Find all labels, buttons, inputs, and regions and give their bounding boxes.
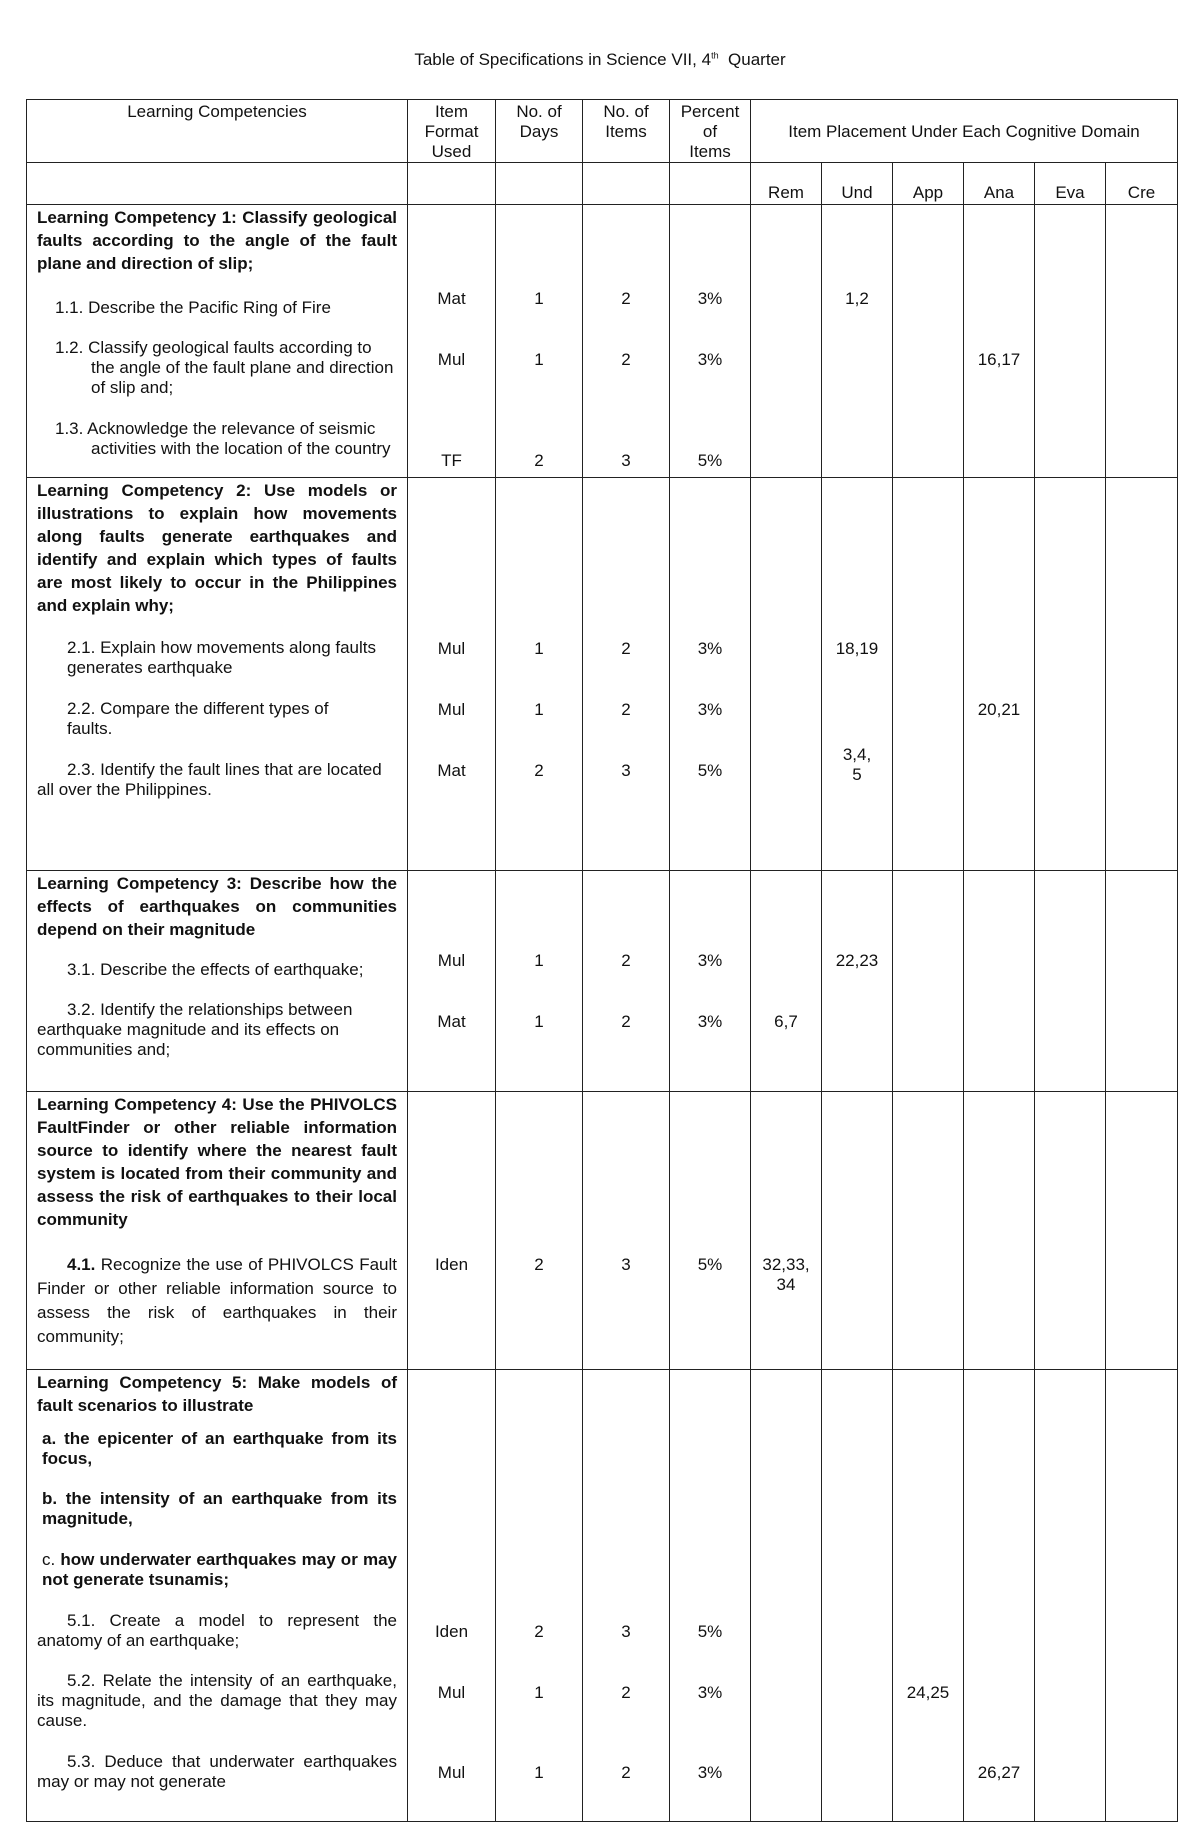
header-percent: Percent of Items xyxy=(670,100,751,163)
item-1-3-percent: 5% xyxy=(697,451,723,470)
competency-4-row xyxy=(27,1092,1178,1370)
item-2-1-days: 1 xyxy=(534,639,544,658)
item-2-1-format: Mul xyxy=(437,639,466,658)
item-3-1-days: 1 xyxy=(534,951,544,970)
competency-1-heading: Learning Competency 1: Classify geological faults according to the angle of the fault plane and direction of slip; xyxy=(37,208,397,273)
item-3-2-days: 1 xyxy=(534,1012,544,1031)
item-1-1-placement: 1,2 xyxy=(845,289,869,308)
item-5-3-days: 1 xyxy=(534,1763,544,1782)
item-2-3-format: Mat xyxy=(437,761,466,780)
item-1-2-days: 1 xyxy=(534,350,544,369)
item-5-1-format: Iden xyxy=(434,1622,469,1641)
item-2-1-percent: 3% xyxy=(697,639,723,658)
header-row xyxy=(27,100,1178,163)
item-5-2-percent: 3% xyxy=(697,1683,723,1702)
competency-5-part-a: a. the epicenter of an earthquake from its focus, xyxy=(42,1429,397,1468)
item-4-1-label: 4.1. Recognize the use of PHIVOLCS Fault Finder or other reliable information source to assess the risk of earthquakes in their community; xyxy=(37,1255,397,1346)
item-1-1-count: 2 xyxy=(621,289,631,308)
item-4-1-percent: 5% xyxy=(697,1255,723,1274)
item-5-2-format: Mul xyxy=(437,1683,466,1702)
competency-2-cell xyxy=(27,478,408,871)
item-3-1-format: Mul xyxy=(437,951,466,970)
item-5-2-days: 1 xyxy=(534,1683,544,1702)
item-1-1-format: Mat xyxy=(437,289,466,308)
item-5-3-format: Mul xyxy=(437,1763,466,1782)
item-2-2-format: Mul xyxy=(437,700,466,719)
item-1-2-format: Mul xyxy=(437,350,466,369)
domain-app: App xyxy=(893,163,964,205)
item-2-1-label: 2.1. Explain how movements along faults generates earthquake xyxy=(67,638,377,677)
item-3-1-label: 3.1. Describe the effects of earthquake; xyxy=(67,960,364,979)
item-2-3-count: 3 xyxy=(621,761,631,780)
item-2-3-label: 2.3. Identify the fault lines that are located all over the Philippines. xyxy=(37,760,382,799)
header-days: No. of Days xyxy=(496,100,583,163)
item-5-2-label: 5.2. Relate the intensity of an earthquake, its magnitude, and the damage that they may cause. xyxy=(37,1671,397,1730)
item-1-3-label: 1.3. Acknowledge the relevance of seismic activities with the location of the country xyxy=(55,419,391,458)
item-2-3-percent: 5% xyxy=(697,761,723,780)
item-3-2-format: Mat xyxy=(437,1012,466,1031)
format-cell xyxy=(408,205,496,478)
item-5-1-count: 3 xyxy=(621,1622,631,1641)
competency-3-cell xyxy=(27,871,408,1092)
item-2-3-days: 2 xyxy=(534,761,544,780)
domain-eva: Eva xyxy=(1035,163,1106,205)
item-4-1-count: 3 xyxy=(621,1255,631,1274)
item-1-2-count: 2 xyxy=(621,350,631,369)
item-4-1-days: 2 xyxy=(534,1255,544,1274)
document-title: Table of Specifications in Science VII, 4th Quarter xyxy=(414,50,786,69)
header-items: No. of Items xyxy=(583,100,670,163)
domain-rem: Rem xyxy=(751,163,822,205)
item-5-3-placement: 26,27 xyxy=(977,1763,1021,1782)
competency-5-part-c: c. how underwater earthquakes may or may not generate tsunamis; xyxy=(42,1550,397,1589)
item-3-1-count: 2 xyxy=(621,951,631,970)
header-placement: Item Placement Under Each Cognitive Domain xyxy=(751,100,1178,163)
competency-1-cell xyxy=(27,205,408,478)
item-3-2-percent: 3% xyxy=(697,1012,723,1031)
competency-4-heading: Learning Competency 4: Use the PHIVOLCS FaultFinder or other reliable information source to identify where the nearest fault system is located from their community and assess the risk of earthquakes to their local community xyxy=(37,1095,397,1229)
domain-und: Und xyxy=(822,163,893,205)
item-4-1-placement: 32,33, 34 xyxy=(762,1255,810,1294)
domain-ana: Ana xyxy=(964,163,1035,205)
item-2-3-placement: 3,4, 5 xyxy=(842,745,872,784)
item-2-2-placement: 20,21 xyxy=(977,700,1021,719)
item-5-1-days: 2 xyxy=(534,1622,544,1641)
competency-3-heading: Learning Competency 3: Describe how the effects of earthquakes on communities depend on their magnitude xyxy=(37,874,397,939)
items-cell xyxy=(583,205,670,478)
item-2-2-count: 2 xyxy=(621,700,631,719)
item-5-3-percent: 3% xyxy=(697,1763,723,1782)
competency-3-row xyxy=(27,871,1178,1092)
item-2-2-days: 1 xyxy=(534,700,544,719)
competency-5-heading: Learning Competency 5: Make models of fault scenarios to illustrate xyxy=(37,1373,397,1415)
item-1-1-label: 1.1. Describe the Pacific Ring of Fire xyxy=(55,298,331,317)
item-3-2-label: 3.2. Identify the relationships between earthquake magnitude and its effects on communities and; xyxy=(37,1000,353,1059)
domain-cre: Cre xyxy=(1106,163,1178,205)
item-3-1-percent: 3% xyxy=(697,951,723,970)
item-5-1-label: 5.1. Create a model to represent the anatomy of an earthquake; xyxy=(37,1611,397,1650)
domain-header-row xyxy=(27,163,1178,205)
item-2-2-label: 2.2. Compare the different types of faults. xyxy=(67,699,329,738)
item-5-3-count: 2 xyxy=(621,1763,631,1782)
percent-cell xyxy=(670,205,751,478)
header-format: Item Format Used xyxy=(408,100,496,163)
item-1-2-label: 1.2. Classify geological faults according to the angle of the fault plane and direction of slip and; xyxy=(55,338,394,397)
item-3-2-placement: 6,7 xyxy=(774,1012,798,1031)
competency-1-row xyxy=(27,205,1178,478)
item-1-1-percent: 3% xyxy=(697,289,723,308)
item-1-3-count: 3 xyxy=(621,451,631,470)
item-5-2-placement: 24,25 xyxy=(906,1683,950,1702)
item-5-1-percent: 5% xyxy=(697,1622,723,1641)
competency-2-row xyxy=(27,478,1178,871)
item-1-3-days: 2 xyxy=(534,451,544,470)
item-2-2-percent: 3% xyxy=(697,700,723,719)
item-1-3-format: TF xyxy=(441,451,462,470)
item-3-2-count: 2 xyxy=(621,1012,631,1031)
specification-table xyxy=(26,99,1178,1822)
item-4-1-format: Iden xyxy=(434,1255,469,1274)
header-competencies: Learning Competencies xyxy=(27,100,408,163)
item-5-2-count: 2 xyxy=(621,1683,631,1702)
days-cell xyxy=(496,205,583,478)
competency-2-heading: Learning Competency 2: Use models or illustrations to explain how movements along faults generate earthquakes and identify and explain which types of faults are most likely to occur in the Philippines and explain why; xyxy=(37,481,397,615)
competency-5-cell xyxy=(27,1370,408,1822)
competency-5-part-b: b. the intensity of an earthquake from its magnitude, xyxy=(42,1489,397,1528)
item-1-2-placement: 16,17 xyxy=(977,350,1021,369)
item-2-1-count: 2 xyxy=(621,639,631,658)
item-3-1-placement: 22,23 xyxy=(835,951,879,970)
item-5-3-label: 5.3. Deduce that underwater earthquakes may or may not generate xyxy=(37,1752,397,1791)
item-1-1-days: 1 xyxy=(534,289,544,308)
competency-5-row xyxy=(27,1370,1178,1822)
item-2-1-placement: 18,19 xyxy=(835,639,879,658)
item-1-2-percent: 3% xyxy=(697,350,723,369)
competency-4-cell xyxy=(27,1092,408,1370)
